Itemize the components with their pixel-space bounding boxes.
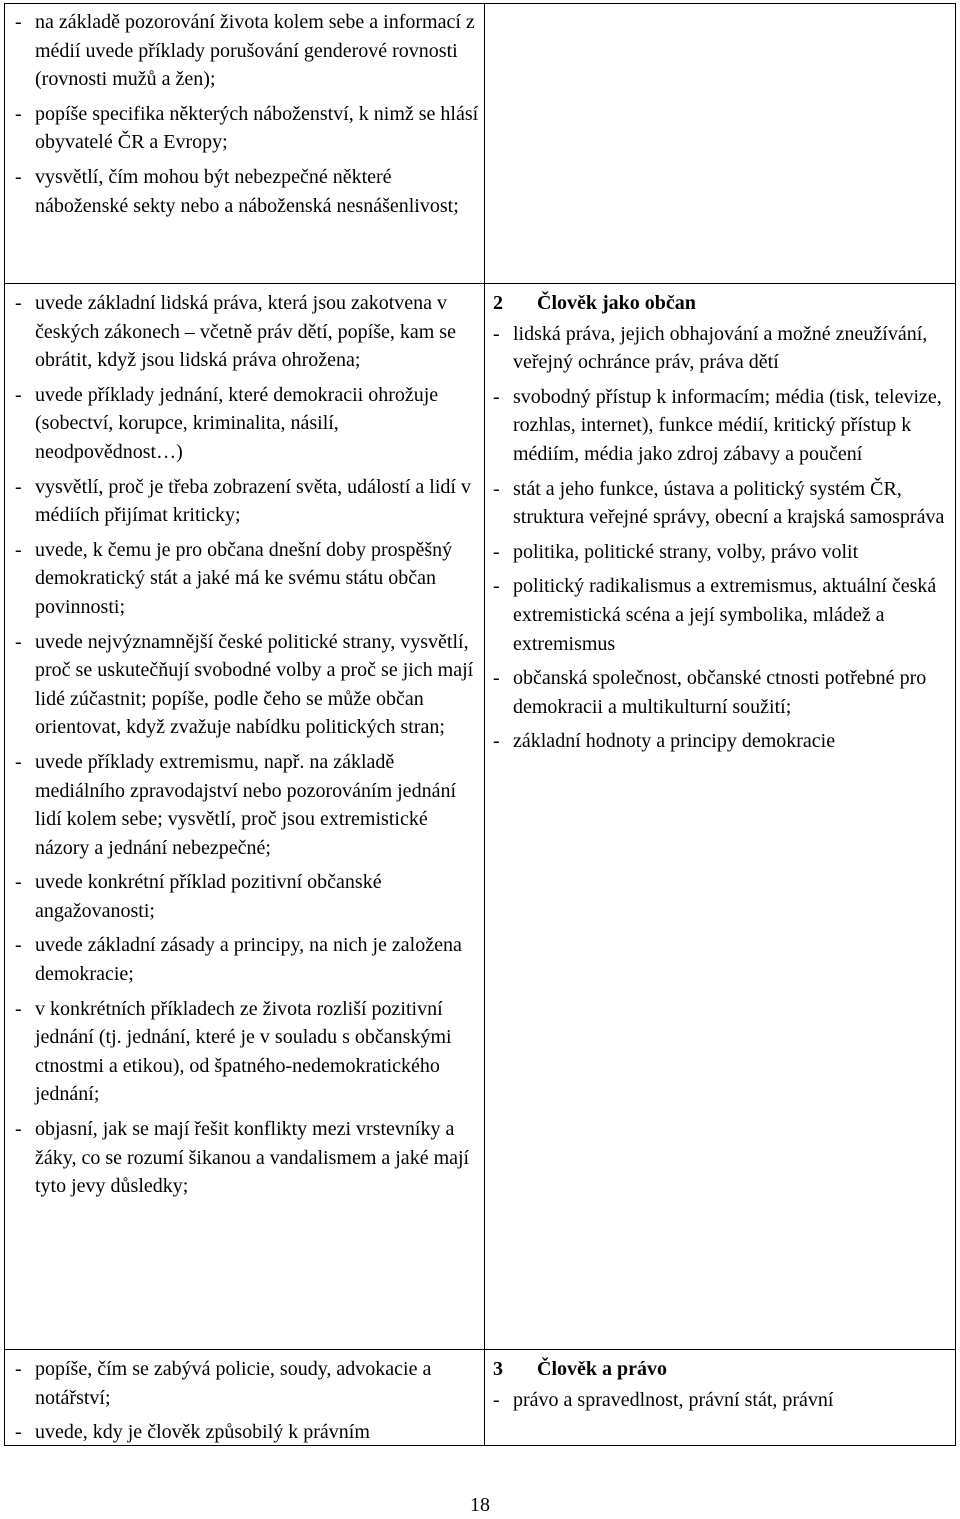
list-item: - uvede nejvýznamnější české politické strany, vysvětlí, proč se uskutečňují svobodné volby a proč se jich mají lidé zúčastnit; popíše, podle čeho se může občan orientovat, když zvažuje nabídku politických stran; xyxy=(13,628,479,742)
content-list xyxy=(491,320,953,756)
list-item: - popíše, čím se zabývá policie, soudy, advokacie a notářství; xyxy=(13,1355,479,1412)
section-heading xyxy=(491,1355,953,1384)
content-list xyxy=(491,1386,953,1415)
list-item: - uvede základní zásady a principy, na nich je založena demokracie; xyxy=(13,931,479,988)
row2-right-cell xyxy=(491,289,953,762)
section-number: 3 xyxy=(493,1358,503,1380)
list-item: - svobodný přístup k informacím; média (tisk, televize, rozhlas, internet), funkce médií, kritický přístup k médiím, média jako zdroj zábavy a poučení xyxy=(491,383,953,469)
row3-left-cell xyxy=(13,1355,479,1453)
row-divider xyxy=(5,1349,955,1350)
page-number: 18 xyxy=(470,1494,490,1516)
list-item: - na základě pozorování života kolem sebe a informací z médií uvede příklady porušování genderové rovnosti (rovnosti mužů a žen); xyxy=(13,8,479,94)
list-item: - v konkrétních příkladech ze života rozliší pozitivní jednání (tj. jednání, které je v souladu s občanskými ctnostmi a etikou), od špatného-nedemokratického jednání; xyxy=(13,995,479,1109)
section-heading xyxy=(491,289,953,318)
list-item: - právo a spravedlnost, právní stát, právní xyxy=(491,1386,953,1415)
list-item: - uvede příklady extremismu, např. na základě mediálního zpravodajství nebo pozorováním jednání lidí kolem sebe; vysvětlí, proč jsou extremistické názory a jednání nebezpečné; xyxy=(13,748,479,862)
curriculum-table xyxy=(4,3,956,1446)
section-title: Člověk jako občan xyxy=(537,292,696,314)
outcomes-list xyxy=(13,289,479,1201)
list-item: - objasní, jak se mají řešit konflikty mezi vrstevníky a žáky, co se rozumí šikanou a vandalismem a jaké mají tyto jevy důsledky; xyxy=(13,1115,479,1201)
list-item: - základní hodnoty a principy demokracie xyxy=(491,727,953,756)
outcomes-list xyxy=(13,8,479,220)
outcomes-list xyxy=(13,1355,479,1447)
row2-left-cell xyxy=(13,289,479,1207)
list-item: - vysvětlí, proč je třeba zobrazení světa, událostí a lidí v médiích přijímat kriticky; xyxy=(13,473,479,530)
list-item: - uvede konkrétní příklad pozitivní občanské angažovanosti; xyxy=(13,868,479,925)
row3-right-cell xyxy=(491,1355,953,1420)
list-item: - uvede příklady jednání, které demokracii ohrožuje (sobectví, korupce, kriminalita, násilí, neodpovědnost…) xyxy=(13,381,479,467)
column-divider xyxy=(484,4,485,1445)
section-title: Člověk a právo xyxy=(537,1358,667,1380)
row-divider xyxy=(5,283,955,284)
list-item: - uvede, k čemu je pro občana dnešní doby prospěšný demokratický stát a jaké má ke svému státu občan povinnosti; xyxy=(13,536,479,622)
section-number: 2 xyxy=(493,292,503,314)
list-item: - uvede, kdy je člověk způsobilý k právním xyxy=(13,1418,479,1447)
list-item: - uvede základní lidská práva, která jsou zakotvena v českých zákonech – včetně práv dětí, popíše, kam se obrátit, když jsou lidská práva ohrožena; xyxy=(13,289,479,375)
list-item: - politika, politické strany, volby, právo volit xyxy=(491,538,953,567)
list-item: - politický radikalismus a extremismus, aktuální česká extremistická scéna a její symbolika, mládež a extremismus xyxy=(491,572,953,658)
list-item: - občanská společnost, občanské ctnosti potřebné pro demokracii a multikulturní soužití; xyxy=(491,664,953,721)
list-item: - stát a jeho funkce, ústava a politický systém ČR, struktura veřejné správy, obecní a krajská samospráva xyxy=(491,475,953,532)
row1-left-cell xyxy=(13,8,479,226)
list-item: - popíše specifika některých náboženství, k nimž se hlásí obyvatelé ČR a Evropy; xyxy=(13,100,479,157)
list-item: - vysvětlí, čím mohou být nebezpečné některé náboženské sekty nebo a náboženská nesnášenlivost; xyxy=(13,163,479,220)
list-item: - lidská práva, jejich obhajování a možné zneužívání, veřejný ochránce práv, práva dětí xyxy=(491,320,953,377)
